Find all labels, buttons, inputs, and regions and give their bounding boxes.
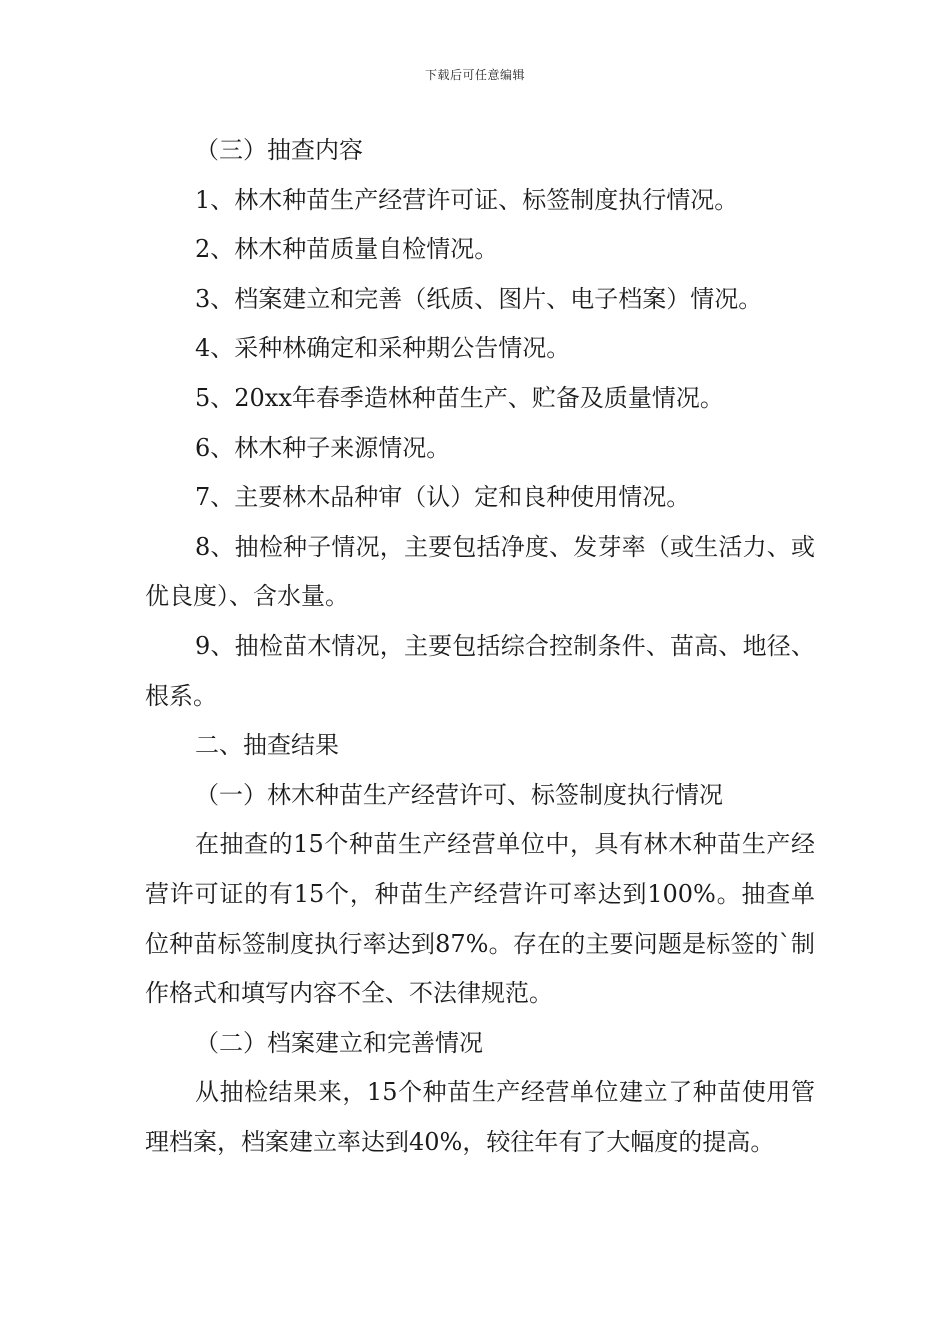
list-item: 6、林木种子来源情况。 <box>195 433 451 462</box>
list-item: 5、20xx年春季造林种苗生产、贮备及质量情况。 <box>195 383 724 412</box>
list-item: 4、采种林确定和采种期公告情况。 <box>195 334 571 363</box>
list-item: 7、主要林木品种审（认）定和良种使用情况。 <box>195 483 691 512</box>
list-item: 1、林木种苗生产经营许可证、标签制度执行情况。 <box>195 185 739 214</box>
list-item: 9、抽检苗木情况，主要包括综合控制条件、苗高、地径、根系。 <box>145 631 815 710</box>
list-item: 3、档案建立和完善（纸质、图片、电子档案）情况。 <box>195 284 763 313</box>
header-note: 下载后可任意编辑 <box>424 68 525 82</box>
document-body <box>145 126 815 1167</box>
subsection-heading: （一）林木种苗生产经营许可、标签制度执行情况 <box>195 780 723 809</box>
section-heading: 二、抽查结果 <box>195 731 339 760</box>
section-heading: （三）抽查内容 <box>195 136 363 164</box>
body-paragraph: 在抽查的15个种苗生产经营单位中，具有林木种苗生产经营许可证的有15个，种苗生产经营许可率达到100%。抽查单位种苗标签制度执行率达到87%。存在的主要问题是标签的`制作格式和填写内容不全、不法律规范。 <box>145 830 815 1008</box>
list-item: 2、林木种苗质量自检情况。 <box>195 235 499 264</box>
subsection-heading: （二）档案建立和完善情况 <box>195 1028 483 1057</box>
body-paragraph: 从抽检结果来，15个种苗生产经营单位建立了种苗使用管理档案，档案建立率达到40%，较往年有了大幅度的提高。 <box>145 1078 815 1156</box>
list-item: 8、抽检种子情况，主要包括净度、发芽率（或生活力、或优良度）、含水量。 <box>145 532 815 611</box>
